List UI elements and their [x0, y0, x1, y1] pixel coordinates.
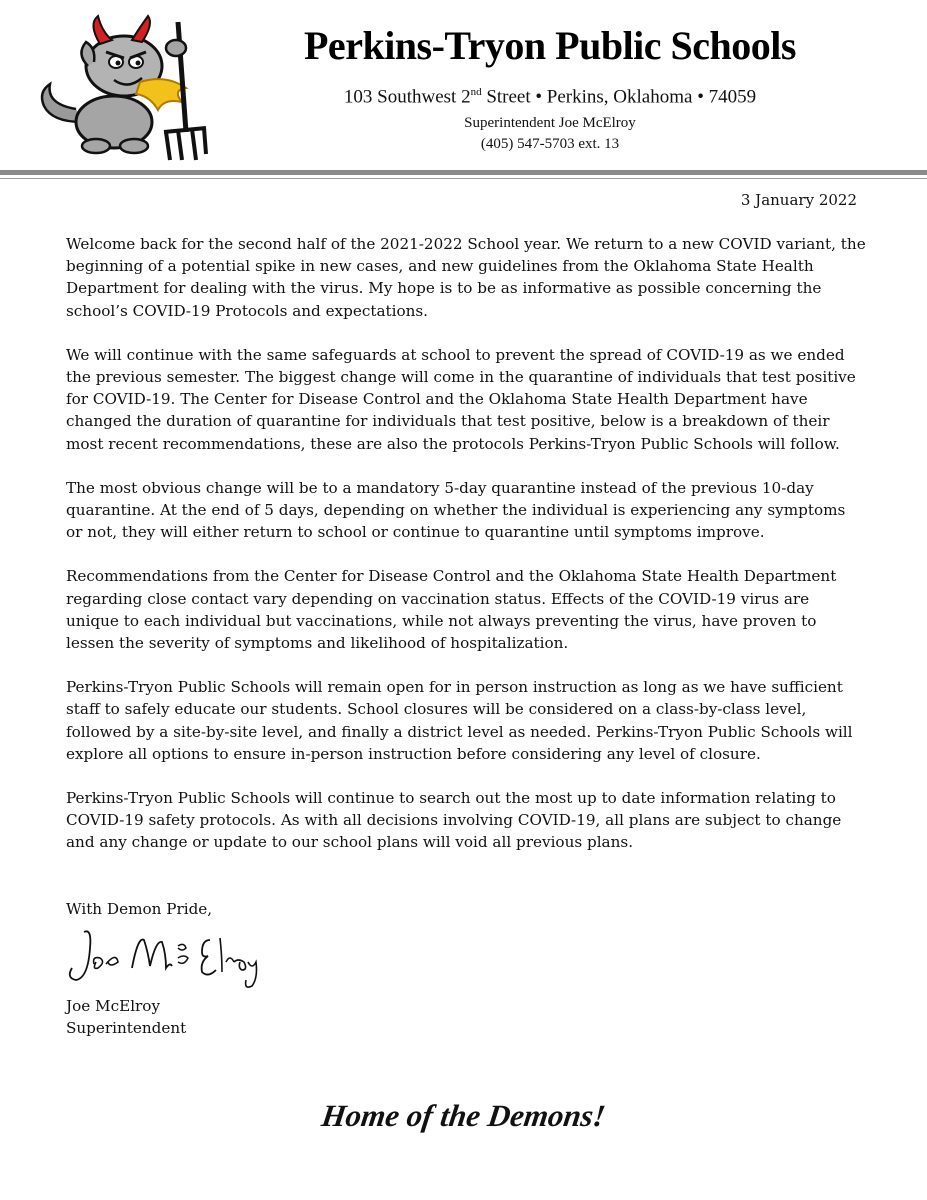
letter-closing: With Demon Pride,: [66, 900, 213, 918]
letter-paragraph: Perkins-Tryon Public Schools will remain open for in person instruction as long as we have sufficient staff to safely educate our students. School closures will be considered on a class-by-class level, followed by a site-by-site level, and finally a district level as needed. Perkins-Tryon Public Schools will explore all options to ensure in-person instruction before considering any level of closure.: [66, 678, 853, 763]
address-ordinal-suffix: nd: [470, 86, 482, 98]
school-address: [270, 86, 830, 108]
superintendent-line: Superintendent Joe McElroy: [464, 115, 636, 131]
signer-title: Superintendent: [66, 1019, 187, 1037]
address-part-1: 103 Southwest 2: [343, 86, 471, 108]
letter-paragraph: Perkins-Tryon Public Schools will continue to search out the most up to date information relating to COVID-19 safety protocols. As with all decisions involving COVID-19, all plans are subject to change and any change or update to our school plans will void all previous plans.: [66, 789, 842, 852]
letter-date: 3 January 2022: [740, 191, 857, 209]
letter-paragraph: Recommendations from the Center for Disease Control and the Oklahoma State Health Department regarding close contact vary depending on vaccination status. Effects of the COVID-19 virus are unique to each individual but vaccinations, while not always preventing the virus, have proven to lessen the severity of symptoms and likelihood of hospitalization.: [66, 567, 837, 653]
letter-body: [66, 233, 866, 876]
demon-mascot-logo: [36, 14, 216, 164]
phone-number: (405) 547-5703 ext. 13: [480, 136, 620, 152]
address-part-2: Street • Perkins, Oklahoma • 74059: [481, 86, 757, 108]
header-divider-thin: [0, 178, 927, 179]
school-name: Perkins-Tryon Public Schools: [304, 23, 796, 68]
letter-paragraph: We will continue with the same safeguards at school to prevent the spread of COVID-19 as we ended the previous semester. The biggest change will come in the quarantine of individuals that test positive for COVID-19. The Center for Disease Control and the Oklahoma State Health Department have changed the duration of quarantine for individuals that test positive, below is a breakdown of their most recent recommendations, these are also the protocols Perkins-Tryon Public Schools will follow.: [66, 345, 856, 453]
letter-paragraph: The most obvious change will be to a mandatory 5-day quarantine instead of the previous 10-day quarantine. At the end of 5 days, depending on whether the individual is experiencing any symptoms or not, they will either return to school or continue to quarantine until symptoms improve.: [66, 478, 846, 542]
letter-paragraph: Welcome back for the second half of the 2021-2022 School year. We return to a new COVID variant, the beginning of a potential spike in new cases, and new guidelines from the Oklahoma State Health Department for dealing with the virus. My hope is to be as informative as possible concerning the school’s COVID-19 Protocols and expectations.: [66, 235, 866, 320]
signer-name: Joe McElroy: [66, 997, 161, 1015]
handwritten-signature: [62, 918, 282, 998]
header-divider-thick: [0, 170, 927, 175]
footer-tagline: Home of the Demons!: [319, 1098, 608, 1133]
